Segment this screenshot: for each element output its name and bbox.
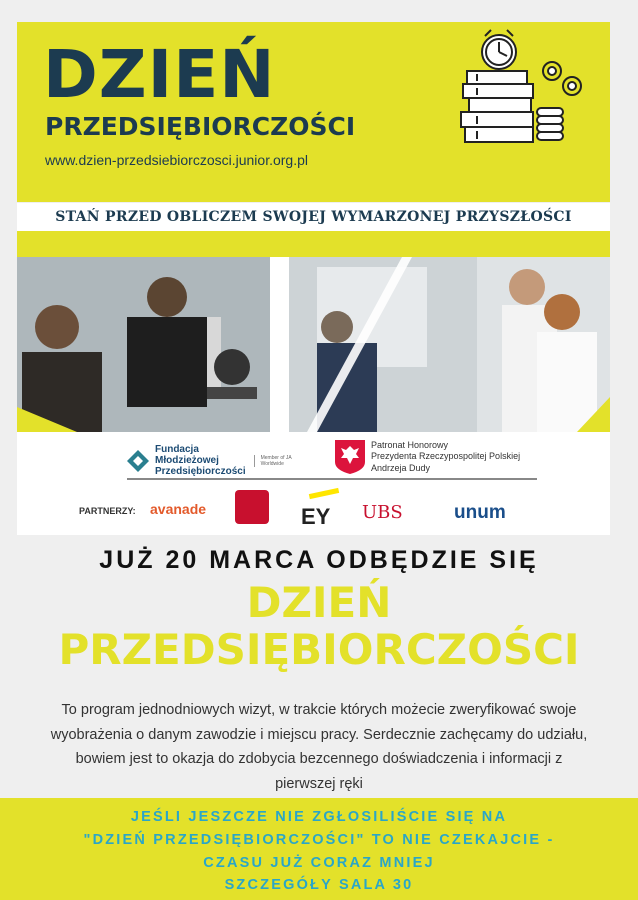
- date-headline: JUŻ 20 MARCA ODBĘDZIE SIĘ: [99, 546, 539, 574]
- header-banner: [17, 22, 610, 202]
- eagle-emblem-icon: [335, 440, 365, 474]
- fmp-name-line2: Młodzieżowej: [155, 455, 219, 466]
- patronat-logo: [335, 440, 520, 474]
- partner-eurosteel-logo: [235, 490, 269, 524]
- title-main: DZIEŃ: [43, 36, 276, 113]
- photo-illustration: [17, 257, 610, 432]
- fmp-member-text: Member of JA Worldwide: [254, 455, 301, 467]
- footer-line-1: JEŚLI JESZCZE NIE ZGŁOSILIŚCIE SIĘ NA: [130, 809, 508, 825]
- footer-line-4: SZCZEGÓŁY SALA 30: [224, 877, 414, 893]
- fmp-name-line1: Fundacja: [155, 444, 199, 455]
- slogan-band: [17, 203, 610, 231]
- patronat-line2: Prezydenta Rzeczypospolitej Polskiej: [371, 451, 521, 462]
- fmp-name-line3: Przedsiębiorczości: [155, 466, 246, 477]
- event-description: To program jednodniowych wizyt, w trakcie których możecie zweryfikować swoje wyobrażenia o danym zawodzie i miejscu pracy. Serdecznie zachęcamy do udziału, bowiem jest to okazja do zdobycia bezcennego doświadczenia i informacji z pierwszej ręki: [50, 702, 588, 792]
- footer-line-3: CZASU JUŻ CORAZ MNIEJ: [203, 855, 435, 871]
- event-title-line2: PRZEDSIĘBIORCZOŚCI: [58, 625, 580, 674]
- partner-ey: EY: [301, 504, 331, 529]
- patronat-line3: Andrzeja Dudy: [371, 462, 431, 473]
- partner-avanade: avanade: [150, 501, 207, 517]
- footer-line-2: "DZIEŃ PRZEDSIĘBIORCZOŚCI" TO NIE CZEKAJCIE -: [83, 832, 555, 848]
- logos-area: [17, 432, 610, 535]
- partners-label: PARTNERZY:: [79, 506, 136, 516]
- fmp-logo: [127, 444, 301, 477]
- patronat-line1: Patronat Honorowy: [371, 440, 449, 451]
- partner-unum: unum: [454, 502, 506, 523]
- event-title-line1: DZIEŃ: [246, 578, 392, 627]
- patronat-text: [371, 440, 520, 474]
- books-clock-coins-icon: [457, 26, 602, 146]
- website-url[interactable]: www.dzien-przedsiebiorczosci.junior.org.pl: [45, 152, 309, 168]
- slogan-text: STAŃ PRZED OBLICZEM SWOJEJ WYMARZONEJ PRZYSZŁOŚCI: [55, 209, 572, 225]
- partner-ubs: UBS: [362, 502, 403, 523]
- fmp-emblem-icon: [127, 450, 149, 472]
- logos-divider: [127, 478, 537, 480]
- yellow-strip: [17, 231, 610, 257]
- fmp-name: [155, 444, 246, 477]
- photo-collage: [17, 257, 610, 432]
- ey-bar-icon: [309, 488, 339, 499]
- title-subtitle: PRZEDSIĘBIORCZOŚCI: [45, 112, 356, 141]
